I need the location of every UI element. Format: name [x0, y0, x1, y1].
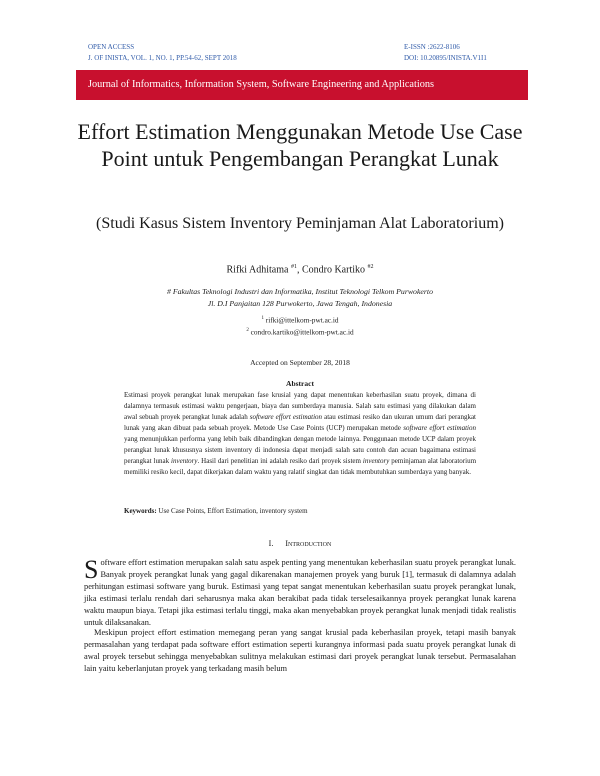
drop-cap: S [84, 555, 99, 584]
journal-header-right [404, 42, 487, 64]
keywords [124, 507, 476, 515]
author-name: Condro Kartiko [301, 264, 365, 276]
email-list [0, 313, 600, 338]
section-number: I. [268, 539, 274, 548]
keywords-label: Keywords: [124, 507, 157, 515]
author-mark: #2 [367, 264, 374, 270]
journal-citation: J. OF INISTA, VOL. 1, NO. 1, PP.54-62, SEPT 2018 [88, 54, 237, 62]
abstract-italic: inventory [362, 457, 390, 465]
abstract-segment: Estimasi proyek perangkat lunak merupakan fase krusial yang dapat menentukan keberhasilan suatu proyek, dimana di dalamnya termasuk estimasi waktu pengerjaan, biaya dan sumberdaya manusia. Salah satu estimasi yang dilakukan dalam awal sebuah proyek perangkat lunak adalah [124, 391, 476, 421]
doi-label: DOI: 10.20895/INISTA.V1I1 [404, 54, 487, 62]
issn-label: E-ISSN :2622-8106 [404, 43, 460, 51]
abstract-italic: software effort estimation [403, 424, 476, 432]
open-access-label: OPEN ACCESS [88, 43, 135, 51]
affiliation-line: Jl. D.I Panjaitan 128 Purwokerto, Jawa Tengah, Indonesia [207, 299, 393, 308]
abstract-text [124, 390, 476, 478]
journal-banner: Journal of Informatics, Information System, Software Engineering and Applications [76, 70, 528, 100]
paragraph-text: oftware effort estimation merupakan salah satu aspek penting yang menentukan keberhasilan suatu proyek perangkat lunak. Banyak proyek perangkat lunak yang gagal dikarenakan manajemen proyek yang buruk [1], termasuk di dalamnya adalah perhitungan estimasi software yang buruk. Estimasi yang tepat sangat menentukan keberhasilan suatu proyek perangkat lunak, jika estimasi terlalu rendah dari seharusnya maka akan berakibat pada tidak terselesaikannya proyek perangkat lunak karena waktu maupun biaya. Tetapi jika estimasi terlalu tinggi, maka akan menyebabkan proyek perangkat lunak menjadi tidak realistis untuk dilaksanakan. [84, 558, 516, 627]
section-heading [0, 539, 600, 548]
email-address[interactable]: condro.kartiko@ittelkom-pwt.ac.id [250, 327, 354, 337]
keywords-text: Use Case Points, Effort Estimation, inventory system [156, 507, 308, 515]
abstract-italic: software effort estimation [249, 413, 323, 421]
affiliation-line: # Fakultas Teknologi Industri dan Informatika, Institut Teknologi Telkom Purwokerto [167, 287, 433, 296]
affiliation [100, 286, 500, 310]
section-title: Introduction [285, 539, 332, 548]
abstract-heading: Abstract [286, 379, 314, 388]
journal-header-left [88, 42, 237, 64]
author-name: Rifki Adhitama [226, 264, 289, 276]
abstract-segment: . Hasil dari penelitian ini adalah resiko dari proyek sistem [197, 457, 363, 465]
author-mark: #1 [290, 264, 297, 270]
accepted-date: Accepted on September 28, 2018 [250, 358, 350, 367]
email-mark: 1 [261, 316, 264, 321]
email-entry [0, 313, 600, 325]
author-separator: , [296, 264, 302, 276]
body-paragraph: Meskipun project effort estimation memegang peran yang sangat krusial pada keberhasilan proyek, tetapi masih banyak permasalahan yang terdapat pada software effort estimation seperti kurangnya informasi pada suatu proyek perangkat lunak di awal proyek tersebut sehingga menyebabkan sulitnya melakukan estimasi dari proyek perangkat lunak tersebut. Permasalahan lain yaitu keberlanjutan proyek yang terkadang masih belum [84, 628, 516, 673]
abstract-segment: atau estimasi resiko dan ukuran umum dari perangkat lunak yang akan dibuat pada sebuah proyek. Metode Use Case Points (UCP) merupakan metode [124, 413, 477, 432]
body-paragraph [84, 557, 516, 629]
author-list [0, 264, 600, 275]
abstract-italic: inventory [171, 457, 198, 465]
email-entry [0, 325, 600, 337]
paper-subtitle: (Studi Kasus Sistem Inventory Peminjaman Alat Laboratorium) [96, 215, 504, 232]
email-address[interactable]: rifki@ittelkom-pwt.ac.id [265, 315, 339, 325]
paper-title: Effort Estimation Menggunakan Metode Use Case Point untuk Pengembangan Perangkat Lunak [77, 119, 523, 171]
abstract-segment: peminjaman alat laboratorium memiliki resiko kecil, dapat dikerjakan dalam waktu yang ralatif singkat dan tidak membutuhkan sumberdaya yang banyak. [124, 457, 477, 476]
email-mark: 2 [246, 328, 249, 334]
abstract-segment: yang menunjukkan performa yang lebih baik dibandingkan dengan metode lainnya. Penggunaan metode UCP dalam proyek perangkat lunak khususnya sistem inventory di indonesia dapat menjadi salah satu contoh dan acuan bagaimana estimasi perangkat lunak [124, 435, 476, 465]
